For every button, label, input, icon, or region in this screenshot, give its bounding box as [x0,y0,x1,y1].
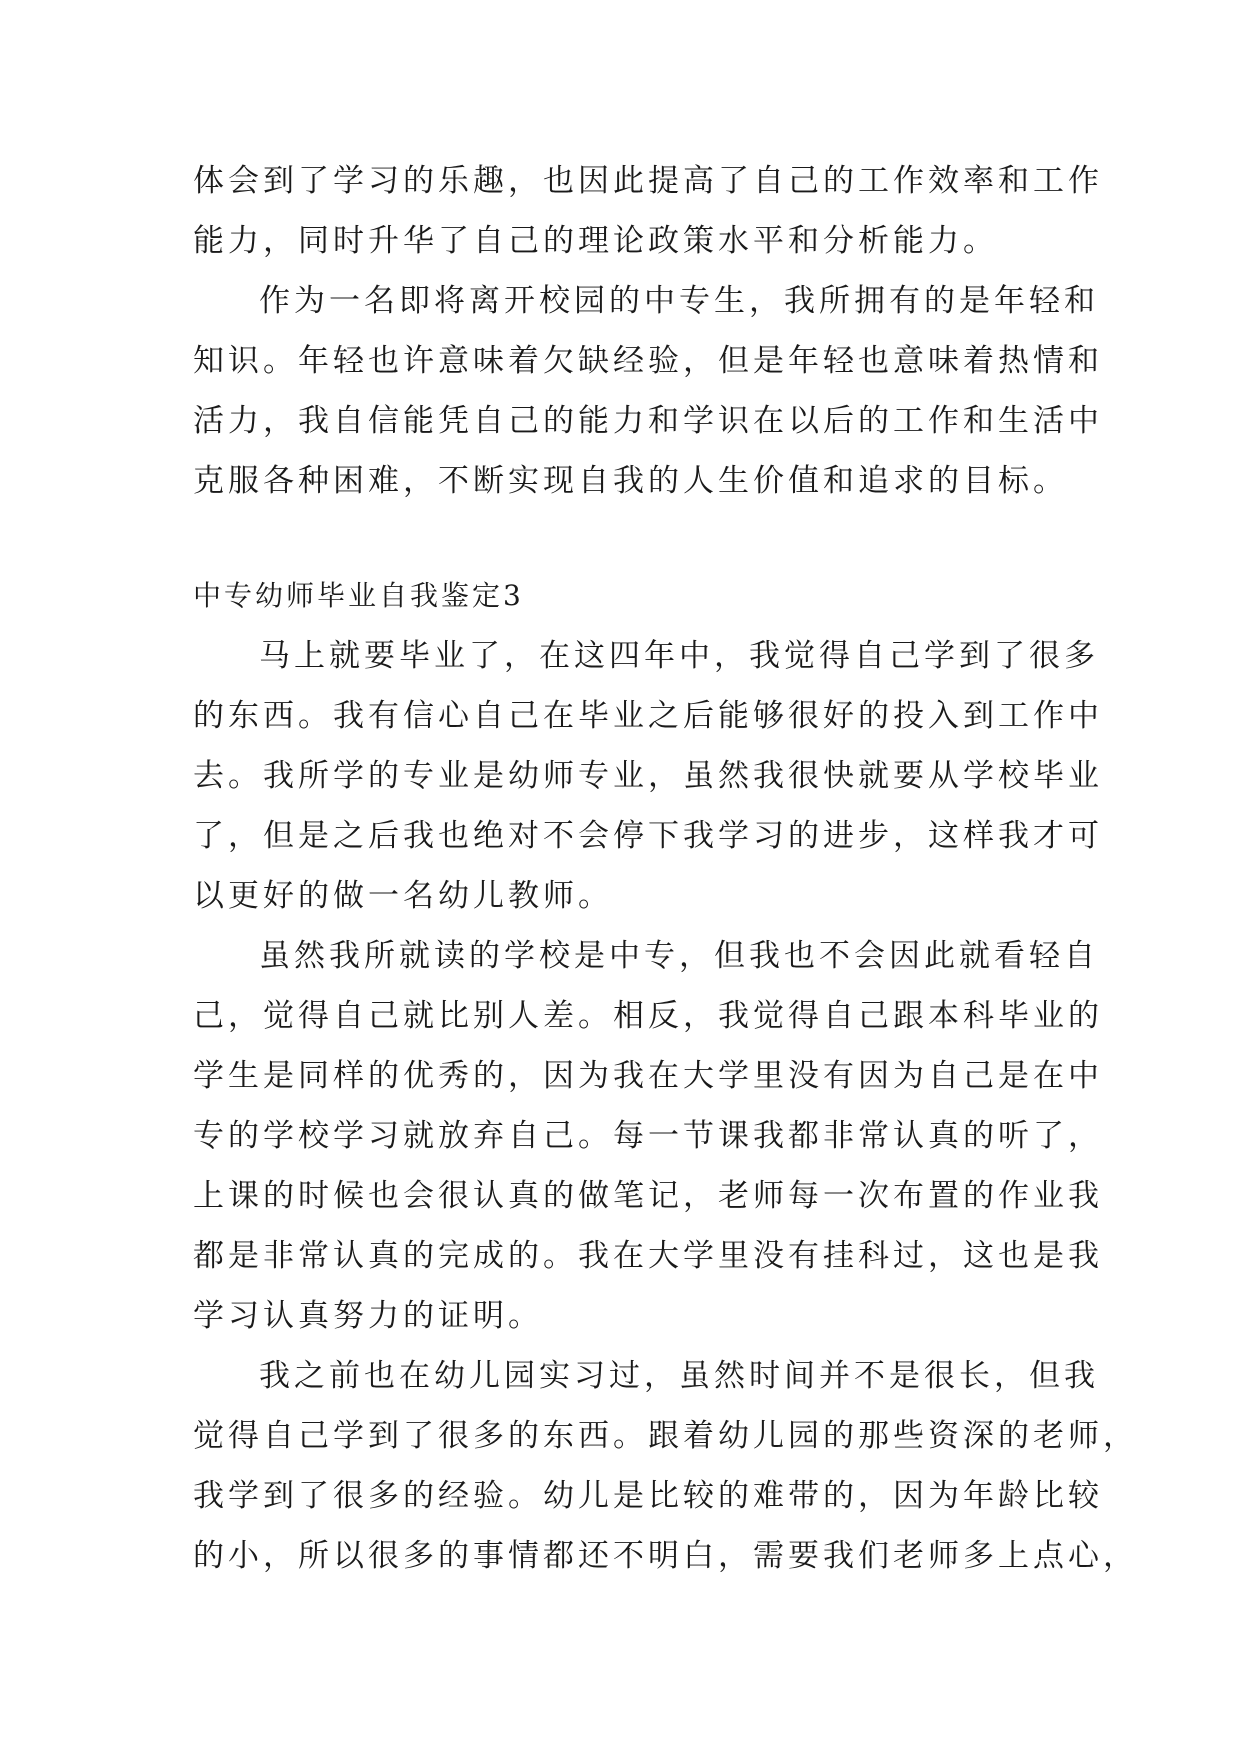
text-line: 我学到了很多的经验。幼儿是比较的难带的，因为年龄比较 [193,1478,1103,1514]
text-line: 活力，我自信能凭自己的能力和学识在以后的工作和生活中 [193,403,1103,439]
text-line: 体会到了学习的乐趣，也因此提高了自己的工作效率和工作 [193,163,1103,199]
text-line: 专的学校学习就放弃自己。每一节课我都非常认真的听了， [193,1118,1103,1154]
text-line: 的小，所以很多的事情都还不明白，需要我们老师多上点心， [193,1538,1138,1574]
text-line: 学生是同样的优秀的，因为我在大学里没有因为自己是在中 [193,1058,1103,1094]
paragraph [193,271,1103,511]
paragraph [193,626,1103,926]
text-line: 克服各种困难，不断实现自我的人生价值和追求的目标。 [193,463,1068,499]
text-line: 己，觉得自己就比别人差。相反，我觉得自己跟本科毕业的 [193,998,1103,1034]
text-line: 的东西。我有信心自己在毕业之后能够很好的投入到工作中 [193,698,1103,734]
text-line: 都是非常认真的完成的。我在大学里没有挂科过，这也是我 [193,1238,1103,1274]
text-line: 觉得自己学到了很多的东西。跟着幼儿园的那些资深的老师， [193,1418,1138,1454]
text-line: 了，但是之后我也绝对不会停下我学习的进步，这样我才可 [193,818,1103,854]
text-line: 知识。年轻也许意味着欠缺经验，但是年轻也意味着热情和 [193,343,1103,379]
text-line: 能力，同时升华了自己的理论政策水平和分析能力。 [193,223,998,259]
paragraph [193,926,1103,1346]
text-line: 马上就要毕业了，在这四年中，我觉得自己学到了很多 [259,638,1099,674]
text-line: 上课的时候也会很认真的做笔记，老师每一次布置的作业我 [193,1178,1103,1214]
text-line: 虽然我所就读的学校是中专，但我也不会因此就看轻自 [259,938,1099,974]
paragraph [193,1346,1138,1586]
text-line: 学习认真努力的证明。 [193,1298,543,1334]
text-line: 我之前也在幼儿园实习过，虽然时间并不是很长，但我 [259,1358,1099,1394]
section-heading: 中专幼师毕业自我鉴定3 [193,579,524,612]
text-line: 以更好的做一名幼儿教师。 [193,878,613,914]
paragraph-continuation [193,151,1103,271]
text-line: 作为一名即将离开校园的中专生，我所拥有的是年轻和 [259,283,1099,319]
text-line: 去。我所学的专业是幼师专业，虽然我很快就要从学校毕业 [193,758,1103,794]
